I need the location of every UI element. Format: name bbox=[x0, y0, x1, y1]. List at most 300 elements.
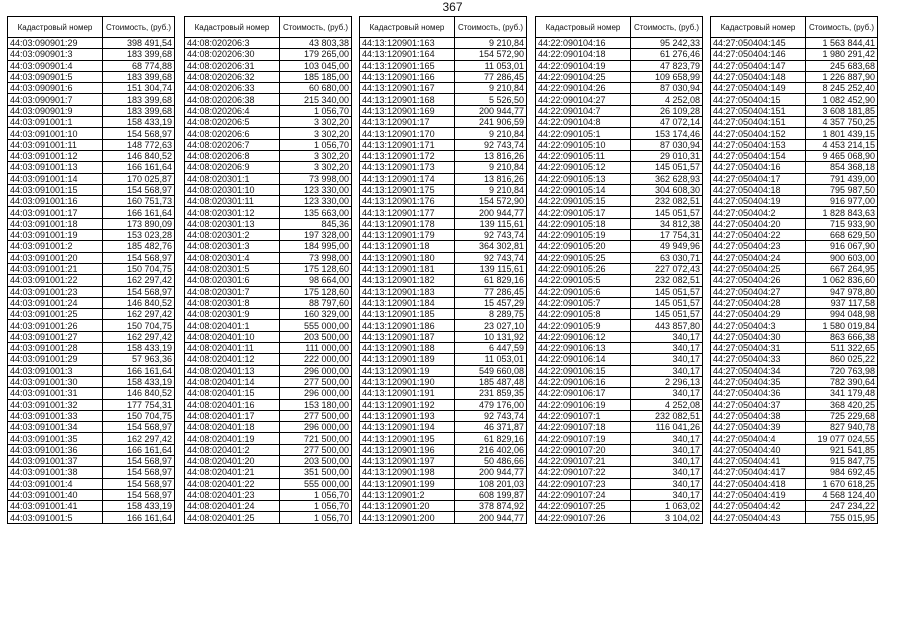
table-row bbox=[536, 83, 703, 94]
cost-cell: 364 302,81 bbox=[455, 241, 527, 252]
table-row bbox=[360, 489, 527, 500]
cost-cell: 3 608 181,85 bbox=[806, 105, 878, 116]
table-row bbox=[8, 196, 175, 207]
cadastral-number-cell: 44:22:090107:25 bbox=[536, 501, 631, 512]
cadastral-number-cell: 44:13:120901:20 bbox=[360, 501, 455, 512]
cadastral-number-cell: 44:27:050404:15 bbox=[711, 94, 806, 105]
cost-cell: 200 944,77 bbox=[455, 207, 527, 218]
cost-cell: 108 201,03 bbox=[455, 478, 527, 489]
table-row bbox=[8, 388, 175, 399]
cadastral-number-cell: 44:27:050404:28 bbox=[711, 297, 806, 308]
cadastral-number-cell: 44:22:090105:20 bbox=[536, 241, 631, 252]
table-row bbox=[8, 94, 175, 105]
cadastral-number-cell: 44:08:020301:9 bbox=[185, 309, 280, 320]
table-row bbox=[185, 444, 352, 455]
table-row bbox=[185, 286, 352, 297]
cadastral-number-cell: 44:03:091001:20 bbox=[8, 252, 103, 263]
table-row bbox=[536, 71, 703, 82]
cadastral-number-cell: 44:22:090105:7 bbox=[536, 297, 631, 308]
table-row bbox=[711, 512, 878, 523]
cadastral-number-cell: 44:13:120901:179 bbox=[360, 230, 455, 241]
table-row bbox=[711, 320, 878, 331]
cost-cell: 443 857,80 bbox=[631, 320, 703, 331]
header-cost: Стоимость, (руб.) bbox=[631, 17, 703, 38]
table-row bbox=[536, 230, 703, 241]
table-row bbox=[8, 230, 175, 241]
cost-cell: 9 210,84 bbox=[455, 184, 527, 195]
cost-cell: 111 000,00 bbox=[280, 343, 352, 354]
cost-cell: 4 252,08 bbox=[631, 399, 703, 410]
cadastral-number-cell: 44:13:120901:188 bbox=[360, 343, 455, 354]
table-row bbox=[360, 71, 527, 82]
cadastral-number-cell: 44:03:091001:40 bbox=[8, 489, 103, 500]
cadastral-number-cell: 44:22:090105:18 bbox=[536, 218, 631, 229]
cadastral-number-cell: 44:08:020401:19 bbox=[185, 433, 280, 444]
cadastral-number-cell: 44:27:050404:30 bbox=[711, 331, 806, 342]
cost-cell: 340,17 bbox=[631, 433, 703, 444]
cost-cell: 1 226 887,90 bbox=[806, 71, 878, 82]
table-row bbox=[711, 343, 878, 354]
cadastral-number-cell: 44:27:050404:18 bbox=[711, 184, 806, 195]
cost-cell: 245 683,68 bbox=[806, 60, 878, 71]
cost-cell: 608 199,87 bbox=[455, 489, 527, 500]
table-row bbox=[8, 320, 175, 331]
table-row bbox=[536, 365, 703, 376]
table-row bbox=[360, 173, 527, 184]
cadastral-table bbox=[710, 16, 878, 524]
table-row bbox=[360, 162, 527, 173]
cost-cell: 154 572,90 bbox=[455, 196, 527, 207]
cost-cell: 60 680,00 bbox=[280, 83, 352, 94]
cost-cell: 782 390,64 bbox=[806, 376, 878, 387]
cadastral-number-cell: 44:13:120901:171 bbox=[360, 139, 455, 150]
cost-cell: 296 000,00 bbox=[280, 365, 352, 376]
cadastral-table bbox=[184, 16, 352, 524]
cost-cell: 183 399,68 bbox=[103, 71, 175, 82]
cadastral-number-cell: 44:08:020206:33 bbox=[185, 83, 280, 94]
cadastral-number-cell: 44:03:091001:25 bbox=[8, 309, 103, 320]
table-row bbox=[8, 162, 175, 173]
header-cost: Стоимость, (руб.) bbox=[455, 17, 527, 38]
cost-cell: 398 491,54 bbox=[103, 38, 175, 49]
cost-cell: 340,17 bbox=[631, 467, 703, 478]
cost-cell: 61 276,46 bbox=[631, 49, 703, 60]
table-row bbox=[536, 252, 703, 263]
cost-cell: 23 027,10 bbox=[455, 320, 527, 331]
cadastral-number-cell: 44:22:090107:21 bbox=[536, 455, 631, 466]
header-cost: Стоимость, (руб.) bbox=[280, 17, 352, 38]
cadastral-number-cell: 44:22:090104:19 bbox=[536, 60, 631, 71]
cost-cell: 340,17 bbox=[631, 388, 703, 399]
cost-cell: 153 174,46 bbox=[631, 128, 703, 139]
cost-cell: 984 692,45 bbox=[806, 467, 878, 478]
cost-cell: 170 025,87 bbox=[103, 173, 175, 184]
table-row bbox=[711, 105, 878, 116]
cadastral-number-cell: 44:03:091001:13 bbox=[8, 162, 103, 173]
table-row bbox=[536, 320, 703, 331]
table-row bbox=[536, 49, 703, 60]
cadastral-number-cell: 44:22:090104:16 bbox=[536, 38, 631, 49]
table-row bbox=[711, 444, 878, 455]
cost-cell: 154 568,97 bbox=[103, 467, 175, 478]
table-row bbox=[360, 444, 527, 455]
table-row bbox=[8, 331, 175, 342]
cost-cell: 2 296,13 bbox=[631, 376, 703, 387]
cost-cell: 185 185,00 bbox=[280, 71, 352, 82]
table-row bbox=[360, 388, 527, 399]
header-cadastral-number: Кадастровый номер bbox=[360, 17, 455, 38]
cadastral-number-cell: 44:08:020301:4 bbox=[185, 252, 280, 263]
cadastral-number-cell: 44:27:050404:22 bbox=[711, 230, 806, 241]
cost-cell: 1 062 836,60 bbox=[806, 275, 878, 286]
table-row bbox=[711, 275, 878, 286]
table-row bbox=[536, 501, 703, 512]
cadastral-number-cell: 44:13:120901:184 bbox=[360, 297, 455, 308]
cadastral-number-cell: 44:27:050404:153 bbox=[711, 139, 806, 150]
table-row bbox=[185, 455, 352, 466]
table-row bbox=[8, 128, 175, 139]
cost-cell: 1 056,70 bbox=[280, 139, 352, 150]
table-row bbox=[185, 139, 352, 150]
cost-cell: 116 041,26 bbox=[631, 422, 703, 433]
cost-cell: 555 000,00 bbox=[280, 320, 352, 331]
table-row bbox=[711, 207, 878, 218]
table-row bbox=[536, 467, 703, 478]
cost-cell: 4 252,08 bbox=[631, 94, 703, 105]
cadastral-number-cell: 44:27:050404:43 bbox=[711, 512, 806, 523]
cadastral-number-cell: 44:08:020301:5 bbox=[185, 263, 280, 274]
table-row bbox=[185, 71, 352, 82]
page-number: 367 bbox=[442, 0, 463, 14]
cadastral-number-cell: 44:27:050404:19 bbox=[711, 196, 806, 207]
cadastral-number-cell: 44:27:050404:145 bbox=[711, 38, 806, 49]
cost-cell: 827 940,78 bbox=[806, 422, 878, 433]
cadastral-number-cell: 44:22:090105:12 bbox=[536, 162, 631, 173]
cadastral-number-cell: 44:03:091001:29 bbox=[8, 354, 103, 365]
cadastral-number-cell: 44:13:120901:173 bbox=[360, 162, 455, 173]
table-row bbox=[185, 162, 352, 173]
table-row bbox=[185, 354, 352, 365]
cadastral-number-cell: 44:22:090105:6 bbox=[536, 286, 631, 297]
cost-cell: 175 128,60 bbox=[280, 263, 352, 274]
cadastral-number-cell: 44:03:091001:32 bbox=[8, 399, 103, 410]
cost-cell: 154 568,97 bbox=[103, 184, 175, 195]
cost-cell: 154 572,90 bbox=[455, 49, 527, 60]
cost-cell: 185 482,76 bbox=[103, 241, 175, 252]
header-cadastral-number: Кадастровый номер bbox=[536, 17, 631, 38]
cadastral-number-cell: 44:27:050404:23 bbox=[711, 241, 806, 252]
cadastral-number-cell: 44:22:090105:13 bbox=[536, 173, 631, 184]
cost-cell: 50 486,66 bbox=[455, 455, 527, 466]
cadastral-number-cell: 44:27:050404:38 bbox=[711, 410, 806, 421]
cadastral-number-cell: 44:13:120901:172 bbox=[360, 150, 455, 161]
cost-cell: 34 812,38 bbox=[631, 218, 703, 229]
cost-cell: 668 629,50 bbox=[806, 230, 878, 241]
cost-cell: 231 859,35 bbox=[455, 388, 527, 399]
header-cost: Стоимость, (руб.) bbox=[103, 17, 175, 38]
table-row bbox=[360, 83, 527, 94]
table-row bbox=[711, 128, 878, 139]
cost-cell: 340,17 bbox=[631, 354, 703, 365]
cost-cell: 95 242,33 bbox=[631, 38, 703, 49]
table-row bbox=[360, 399, 527, 410]
cost-cell: 296 000,00 bbox=[280, 388, 352, 399]
cost-cell: 73 998,00 bbox=[280, 252, 352, 263]
cadastral-number-cell: 44:22:090106:13 bbox=[536, 343, 631, 354]
cadastral-number-cell: 44:22:090104:18 bbox=[536, 49, 631, 60]
header-cadastral-number: Кадастровый номер bbox=[185, 17, 280, 38]
cost-cell: 139 115,61 bbox=[455, 218, 527, 229]
cost-cell: 183 399,68 bbox=[103, 49, 175, 60]
table-row bbox=[360, 207, 527, 218]
table-row bbox=[536, 38, 703, 49]
cadastral-number-cell: 44:22:090105:11 bbox=[536, 150, 631, 161]
cost-cell: 61 829,16 bbox=[455, 275, 527, 286]
cost-cell: 241 906,59 bbox=[455, 117, 527, 128]
cost-cell: 304 608,30 bbox=[631, 184, 703, 195]
cadastral-number-cell: 44:13:120901:168 bbox=[360, 94, 455, 105]
table-row bbox=[185, 252, 352, 263]
cost-cell: 9 210,84 bbox=[455, 162, 527, 173]
cost-cell: 4 357 750,25 bbox=[806, 117, 878, 128]
cadastral-number-cell: 44:22:090105:8 bbox=[536, 309, 631, 320]
cost-cell: 145 051,57 bbox=[631, 297, 703, 308]
table-row bbox=[185, 489, 352, 500]
cost-cell: 47 823,79 bbox=[631, 60, 703, 71]
cadastral-number-cell: 44:13:120901:196 bbox=[360, 444, 455, 455]
cost-cell: 340,17 bbox=[631, 331, 703, 342]
cost-cell: 755 015,95 bbox=[806, 512, 878, 523]
table-row bbox=[185, 128, 352, 139]
cost-cell: 139 115,61 bbox=[455, 263, 527, 274]
cadastral-number-cell: 44:08:020301:7 bbox=[185, 286, 280, 297]
cadastral-number-cell: 44:08:020401:2 bbox=[185, 444, 280, 455]
table-row bbox=[711, 433, 878, 444]
cadastral-number-cell: 44:27:050404:146 bbox=[711, 49, 806, 60]
table-row bbox=[711, 410, 878, 421]
table-row bbox=[360, 105, 527, 116]
cadastral-number-cell: 44:08:020301:11 bbox=[185, 196, 280, 207]
cost-cell: 87 030,94 bbox=[631, 139, 703, 150]
table-row bbox=[711, 49, 878, 60]
cadastral-number-cell: 44:08:020401:20 bbox=[185, 455, 280, 466]
cost-cell: 13 816,26 bbox=[455, 150, 527, 161]
cadastral-number-cell: 44:13:120901:187 bbox=[360, 331, 455, 342]
cost-cell: 153 180,00 bbox=[280, 399, 352, 410]
cadastral-number-cell: 44:03:090901:3 bbox=[8, 49, 103, 60]
cadastral-number-cell: 44:27:050404:3 bbox=[711, 320, 806, 331]
table-row bbox=[360, 275, 527, 286]
cost-cell: 351 500,00 bbox=[280, 467, 352, 478]
table-row bbox=[536, 275, 703, 286]
cost-cell: 5 526,50 bbox=[455, 94, 527, 105]
cadastral-number-cell: 44:03:091001:36 bbox=[8, 444, 103, 455]
cost-cell: 8 289,75 bbox=[455, 309, 527, 320]
table-row bbox=[536, 309, 703, 320]
cost-cell: 166 161,64 bbox=[103, 512, 175, 523]
cadastral-number-cell: 44:13:120901:164 bbox=[360, 49, 455, 60]
cost-cell: 158 433,19 bbox=[103, 343, 175, 354]
cost-cell: 98 664,00 bbox=[280, 275, 352, 286]
table-row bbox=[536, 376, 703, 387]
table-row bbox=[711, 455, 878, 466]
table-row bbox=[8, 117, 175, 128]
cost-cell: 158 433,19 bbox=[103, 501, 175, 512]
cadastral-number-cell: 44:27:050404:25 bbox=[711, 263, 806, 274]
cost-cell: 378 874,92 bbox=[455, 501, 527, 512]
cadastral-number-cell: 44:08:020401:10 bbox=[185, 331, 280, 342]
cost-cell: 103 045,00 bbox=[280, 60, 352, 71]
cost-cell: 68 774,88 bbox=[103, 60, 175, 71]
cadastral-number-cell: 44:22:090105:5 bbox=[536, 275, 631, 286]
cadastral-number-cell: 44:03:091001:21 bbox=[8, 263, 103, 274]
cost-cell: 47 072,14 bbox=[631, 117, 703, 128]
table-row bbox=[185, 410, 352, 421]
table-row bbox=[711, 150, 878, 161]
cadastral-number-cell: 44:08:020301:2 bbox=[185, 230, 280, 241]
header-cost: Стоимость, (руб.) bbox=[806, 17, 878, 38]
cost-cell: 166 161,64 bbox=[103, 365, 175, 376]
table-row bbox=[711, 297, 878, 308]
cost-cell: 154 568,97 bbox=[103, 455, 175, 466]
cadastral-number-cell: 44:22:090107:22 bbox=[536, 467, 631, 478]
table-row bbox=[536, 60, 703, 71]
cost-cell: 340,17 bbox=[631, 444, 703, 455]
cadastral-number-cell: 44:03:091001:15 bbox=[8, 184, 103, 195]
table-row bbox=[711, 252, 878, 263]
table-row bbox=[8, 433, 175, 444]
cost-cell: 1 056,70 bbox=[280, 489, 352, 500]
table-row bbox=[536, 105, 703, 116]
table-row bbox=[360, 263, 527, 274]
cost-cell: 1 980 291,42 bbox=[806, 49, 878, 60]
cadastral-number-cell: 44:08:020401:18 bbox=[185, 422, 280, 433]
cadastral-number-cell: 44:13:120901:183 bbox=[360, 286, 455, 297]
table-row bbox=[711, 478, 878, 489]
cadastral-number-cell: 44:13:120901:167 bbox=[360, 83, 455, 94]
cost-cell: 162 297,42 bbox=[103, 331, 175, 342]
cost-cell: 3 302,20 bbox=[280, 117, 352, 128]
cadastral-number-cell: 44:22:090105:19 bbox=[536, 230, 631, 241]
cadastral-table bbox=[535, 16, 703, 524]
cost-cell: 721 500,00 bbox=[280, 433, 352, 444]
table-row bbox=[360, 196, 527, 207]
cadastral-number-cell: 44:03:091001:35 bbox=[8, 433, 103, 444]
cadastral-number-cell: 44:08:020206:9 bbox=[185, 162, 280, 173]
table-row bbox=[360, 478, 527, 489]
table-row bbox=[360, 139, 527, 150]
table-row bbox=[8, 60, 175, 71]
table-row bbox=[711, 388, 878, 399]
table-row bbox=[536, 422, 703, 433]
table-row bbox=[185, 105, 352, 116]
cost-cell: 19 077 024,55 bbox=[806, 433, 878, 444]
cadastral-number-cell: 44:13:120901:186 bbox=[360, 320, 455, 331]
cost-cell: 154 568,97 bbox=[103, 489, 175, 500]
cost-cell: 9 465 068,90 bbox=[806, 150, 878, 161]
table-row bbox=[536, 297, 703, 308]
table-row bbox=[8, 139, 175, 150]
table-row bbox=[8, 105, 175, 116]
table-row bbox=[185, 196, 352, 207]
table-row bbox=[185, 150, 352, 161]
table-row bbox=[536, 139, 703, 150]
cadastral-number-cell: 44:13:120901:19 bbox=[360, 365, 455, 376]
cost-cell: 154 568,97 bbox=[103, 478, 175, 489]
table-row bbox=[360, 501, 527, 512]
cadastral-number-cell: 44:27:050404:16 bbox=[711, 162, 806, 173]
table-row bbox=[711, 263, 878, 274]
cost-cell: 340,17 bbox=[631, 343, 703, 354]
table-row bbox=[711, 241, 878, 252]
cost-cell: 937 117,58 bbox=[806, 297, 878, 308]
table-row bbox=[8, 455, 175, 466]
table-row bbox=[360, 309, 527, 320]
table-row bbox=[360, 376, 527, 387]
table-row bbox=[360, 422, 527, 433]
cost-cell: 11 053,01 bbox=[455, 354, 527, 365]
cost-cell: 92 743,74 bbox=[455, 410, 527, 421]
table-row bbox=[536, 162, 703, 173]
cost-cell: 200 944,77 bbox=[455, 467, 527, 478]
cadastral-number-cell: 44:03:091001:17 bbox=[8, 207, 103, 218]
cadastral-number-cell: 44:08:020206:7 bbox=[185, 139, 280, 150]
cadastral-number-cell: 44:22:090104:25 bbox=[536, 71, 631, 82]
table-row bbox=[536, 388, 703, 399]
table-row bbox=[185, 376, 352, 387]
cadastral-number-cell: 44:22:090104:27 bbox=[536, 94, 631, 105]
cost-cell: 11 053,01 bbox=[455, 60, 527, 71]
cost-cell: 173 890,09 bbox=[103, 218, 175, 229]
cadastral-table bbox=[7, 16, 175, 524]
cadastral-number-cell: 44:03:090901:6 bbox=[8, 83, 103, 94]
cadastral-number-cell: 44:03:091001:14 bbox=[8, 173, 103, 184]
cost-cell: 29 010,31 bbox=[631, 150, 703, 161]
table-row bbox=[711, 489, 878, 500]
table-row bbox=[711, 218, 878, 229]
cadastral-number-cell: 44:27:050404:34 bbox=[711, 365, 806, 376]
cadastral-number-cell: 44:03:091001:23 bbox=[8, 286, 103, 297]
cadastral-number-cell: 44:08:020206:38 bbox=[185, 94, 280, 105]
cost-cell: 900 603,00 bbox=[806, 252, 878, 263]
cost-cell: 222 000,00 bbox=[280, 354, 352, 365]
table-row bbox=[8, 207, 175, 218]
table-row bbox=[8, 83, 175, 94]
cadastral-number-cell: 44:08:020206:8 bbox=[185, 150, 280, 161]
cadastral-number-cell: 44:08:020401:23 bbox=[185, 489, 280, 500]
cost-cell: 203 500,00 bbox=[280, 455, 352, 466]
cost-cell: 863 666,38 bbox=[806, 331, 878, 342]
cadastral-number-cell: 44:22:090106:12 bbox=[536, 331, 631, 342]
cadastral-number-cell: 44:13:120901:180 bbox=[360, 252, 455, 263]
table-row bbox=[711, 399, 878, 410]
cadastral-number-cell: 44:03:091001:19 bbox=[8, 230, 103, 241]
cadastral-number-cell: 44:27:050404:152 bbox=[711, 128, 806, 139]
cost-cell: 1 056,70 bbox=[280, 512, 352, 523]
table-row bbox=[360, 117, 527, 128]
cadastral-number-cell: 44:08:020206:4 bbox=[185, 105, 280, 116]
cadastral-number-cell: 44:13:120901:197 bbox=[360, 455, 455, 466]
cost-cell: 26 109,28 bbox=[631, 105, 703, 116]
cadastral-number-cell: 44:13:120901:192 bbox=[360, 399, 455, 410]
cost-cell: 215 340,00 bbox=[280, 94, 352, 105]
cadastral-number-cell: 44:03:091001:2 bbox=[8, 241, 103, 252]
cost-cell: 17 754,31 bbox=[631, 230, 703, 241]
table-row bbox=[711, 162, 878, 173]
cost-cell: 247 234,22 bbox=[806, 501, 878, 512]
cost-cell: 1 801 439,15 bbox=[806, 128, 878, 139]
cost-cell: 177 754,31 bbox=[103, 399, 175, 410]
